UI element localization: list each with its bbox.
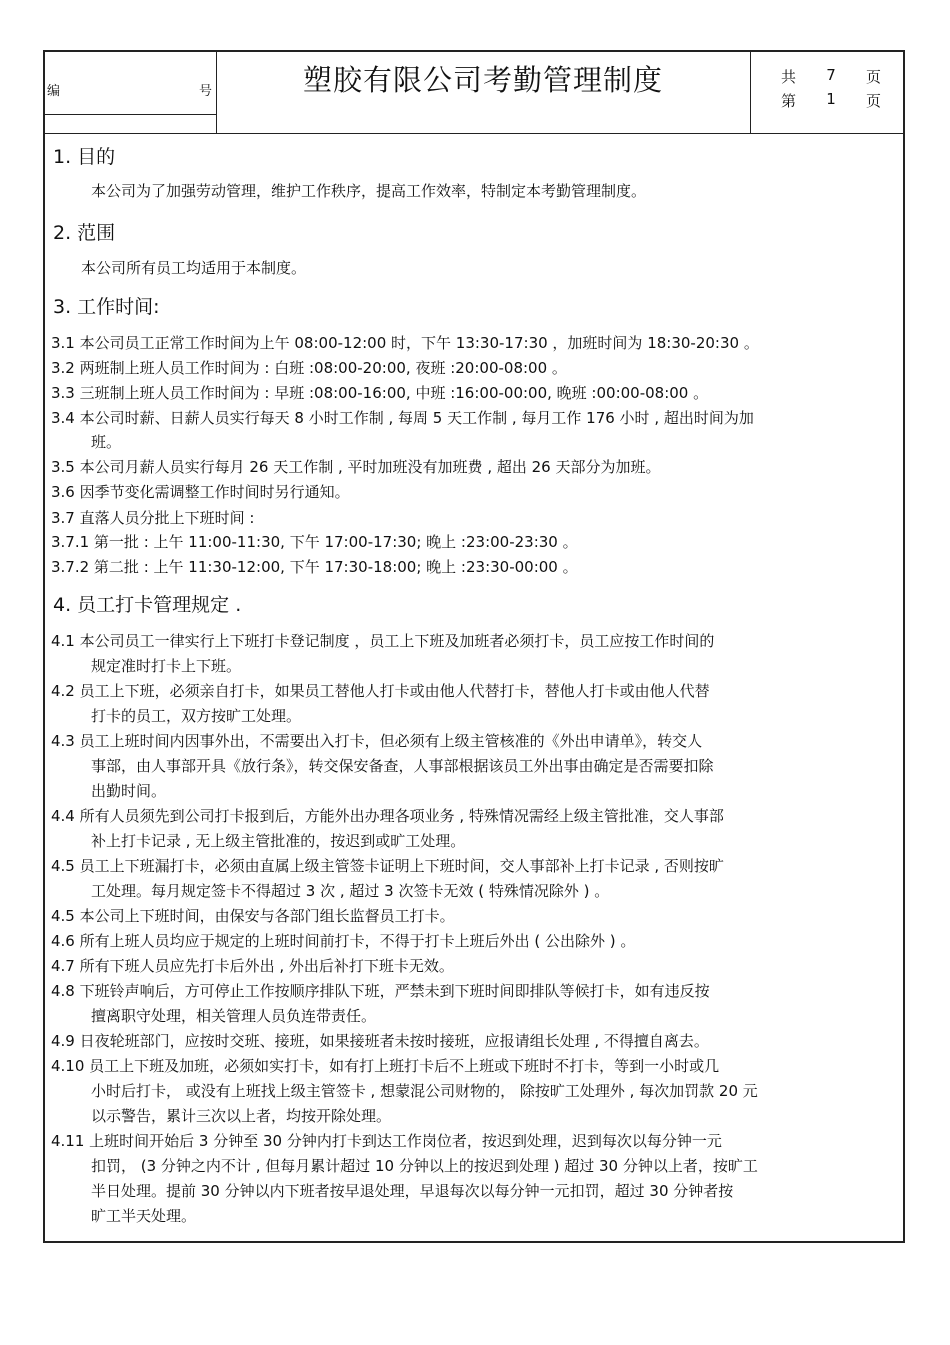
clause-line: 4.6 所有上班人员均应于规定的上班时间前打卡，不得于打卡上班后外出 ( 公出除外 ) 。 bbox=[51, 932, 636, 950]
section-heading: 1. 目的 bbox=[53, 146, 116, 168]
section-heading: 4. 员工打卡管理规定 . bbox=[53, 594, 242, 616]
clause-line: 规定准时打卡上下班。 bbox=[91, 657, 242, 675]
paragraph: 本公司所有员工均适用于本制度。 bbox=[81, 259, 307, 277]
clause-line: 4.10 员工上下班及加班，必须如实打卡，如有打上班打卡后不上班或下班时不打卡，等到一小时或几 bbox=[51, 1057, 720, 1075]
clause-line: 出勤时间。 bbox=[91, 782, 167, 800]
clause-line: 扣罚， (3 分钟之内不计 , 但每月累计超过 10 分钟以上的按迟到处理 ) 超过 30 分钟以上者，按旷工 bbox=[91, 1157, 758, 1175]
clause-line: 3.3 三班制上班人员工作时间为 : 早班 :08:00-16:00, 中班 :16:00-00:00, 晚班 :00:00-08:00 。 bbox=[51, 384, 709, 402]
clause-line: 3.7.2 第二批 : 上午 11:30-12:00, 下午 17:30-18:00; 晚上 :23:30-00:00 。 bbox=[51, 558, 578, 576]
clause-line: 补上打卡记录 , 无上级主管批准的，按迟到或旷工处理。 bbox=[91, 832, 466, 850]
divider bbox=[45, 114, 216, 115]
clause-line: 3.2 两班制上班人员工作时间为 : 白班 :08:00-20:00, 夜班 :20:00-08:00 。 bbox=[51, 359, 567, 377]
clause-line: 半日处理。提前 30 分钟以内下班者按早退处理，早退每次以每分钟一元扣罚，超过 30 分钟者按 bbox=[91, 1182, 734, 1200]
page-info-cell bbox=[750, 52, 904, 133]
section-heading: 3. 工作时间: bbox=[53, 296, 160, 318]
document-number-label: 编 bbox=[47, 84, 61, 99]
current-page: 第 1 页 bbox=[781, 90, 881, 110]
document-header bbox=[45, 52, 903, 134]
clause-line: 4.7 所有下班人员应先打卡后外出 , 外出后补打下班卡无效。 bbox=[51, 957, 454, 975]
total-pages: 共 7 页 bbox=[781, 66, 881, 86]
clause-line: 4.2 员工上下班，必须亲自打卡，如果员工替他人打卡或由他人代替打卡，替他人打卡或由他人代替 bbox=[51, 682, 710, 700]
clause-line: 4.9 日夜轮班部门，应按时交班、接班，如果接班者未按时接班，应报请组长处理 , 不得擅自离去。 bbox=[51, 1032, 709, 1050]
clause-line: 打卡的员工，双方按旷工处理。 bbox=[91, 707, 302, 725]
clause-line: 4.8 下班铃声响后，方可停止工作按顺序排队下班，严禁未到下班时间即排队等候打卡，如有违反按 bbox=[51, 982, 710, 1000]
clause-line: 班。 bbox=[91, 433, 122, 451]
document-number-mark: 号 bbox=[198, 84, 212, 99]
paragraph: 本公司为了加强劳动管理，维护工作秩序，提高工作效率，特制定本考勤管理制度。 bbox=[91, 182, 647, 200]
clause-line: 3.4 本公司时薪、日薪人员实行每天 8 小时工作制 , 每周 5 天工作制 , 每月工作 176 小时 , 超出时间为加 bbox=[51, 409, 754, 427]
clause-line: 4.1 本公司员工一律实行上下班打卡登记制度 ，员工上下班及加班者必须打卡，员工应按工作时间的 bbox=[51, 632, 715, 650]
section-heading: 2. 范围 bbox=[53, 222, 116, 244]
document-frame bbox=[43, 50, 905, 1243]
clause-line: 4.3 员工上班时间内因事外出，不需要出入打卡，但必须有上级主管核准的《外出申请单》，转交人 bbox=[51, 732, 703, 750]
clause-line: 小时后打卡， 或没有上班找上级主管签卡 , 想蒙混公司财物的， 除按旷工处理外 , 每次加罚款 20 元 bbox=[91, 1082, 758, 1100]
clause-line: 4.5 本公司上下班时间，由保安与各部门组长监督员工打卡。 bbox=[51, 907, 455, 925]
clause-line: 3.1 本公司员工正常工作时间为上午 08:00-12:00 时，下午 13:30-17:30 ，加班时间为 18:30-20:30 。 bbox=[51, 334, 759, 352]
document-title: 塑胶有限公司考勤管理制度 bbox=[302, 63, 663, 97]
clause-line: 4.11 上班时间开始后 3 分钟至 30 分钟内打卡到达工作岗位者，按迟到处理，迟到每次以每分钟一元 bbox=[51, 1132, 722, 1150]
clause-line: 4.5 员工上下班漏打卡，必须由直属上级主管签卡证明上下班时间，交人事部补上打卡记录 , 否则按旷 bbox=[51, 857, 724, 875]
clause-line: 4.4 所有人员须先到公司打卡报到后，方能外出办理各项业务 , 特殊情况需经上级主管批准，交人事部 bbox=[51, 807, 724, 825]
clause-line: 以示警告，累计三次以上者，均按开除处理。 bbox=[91, 1107, 392, 1125]
clause-line: 工处理。每月规定签卡不得超过 3 次 , 超过 3 次签卡无效 ( 特殊情况除外 ) 。 bbox=[91, 882, 610, 900]
clause-line: 事部，由人事部开具《放行条》，转交保安备查，人事部根据该员工外出事由确定是否需要扣除 bbox=[91, 757, 714, 775]
clause-line: 3.5 本公司月薪人员实行每月 26 天工作制 , 平时加班没有加班费 , 超出 26 天部分为加班。 bbox=[51, 458, 661, 476]
clause-line: 3.7 直落人员分批上下班时间 : bbox=[51, 509, 255, 527]
clause-line: 旷工半天处理。 bbox=[91, 1207, 197, 1225]
clause-line: 3.6 因季节变化需调整工作时间时另行通知。 bbox=[51, 483, 350, 501]
clause-line: 3.7.1 第一批 : 上午 11:00-11:30, 下午 17:00-17:30; 晚上 :23:00-23:30 。 bbox=[51, 533, 578, 551]
clause-line: 擅离职守处理，相关管理人员负连带责任。 bbox=[91, 1007, 377, 1025]
document-number-cell bbox=[45, 52, 217, 133]
